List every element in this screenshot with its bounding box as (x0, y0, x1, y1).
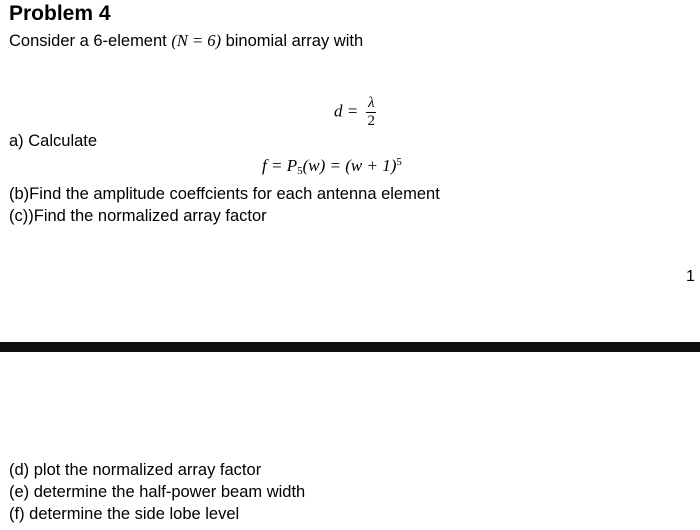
problem-intro (9, 31, 363, 51)
part-a-label: a) Calculate (9, 132, 98, 150)
part-d-text: (d) plot the normalized array factor (9, 461, 262, 479)
part-c-text: (c))Find the normalized array factor (9, 207, 267, 225)
fraction-numerator: λ (367, 95, 375, 111)
polynomial-lhs: f = P (262, 156, 298, 175)
intro-math: (N = 6) (171, 31, 221, 50)
fraction-denominator: 2 (367, 113, 375, 129)
page-divider (0, 342, 700, 352)
intro-text-after: binomial array with (220, 32, 364, 50)
spacing-equation (334, 96, 376, 129)
part-e-text: (e) determine the half-power beam width (9, 483, 306, 501)
problem-title: Problem 4 (9, 2, 111, 25)
polynomial-exponent: 5 (396, 156, 402, 168)
page-number: 1 (686, 268, 695, 285)
polynomial-equation (262, 156, 402, 177)
part-f-text: (f) determine the side lobe level (9, 505, 240, 523)
polynomial-rhs: (w) = (w + 1) (302, 156, 397, 175)
part-b-text: (b)Find the amplitude coeffcients for each antenna element (9, 185, 440, 203)
polynomial-subscript: 5 (297, 165, 303, 177)
intro-text-before: Consider a 6-element (9, 32, 172, 50)
lambda-fraction (366, 96, 376, 129)
spacing-lhs: d = (334, 101, 359, 121)
